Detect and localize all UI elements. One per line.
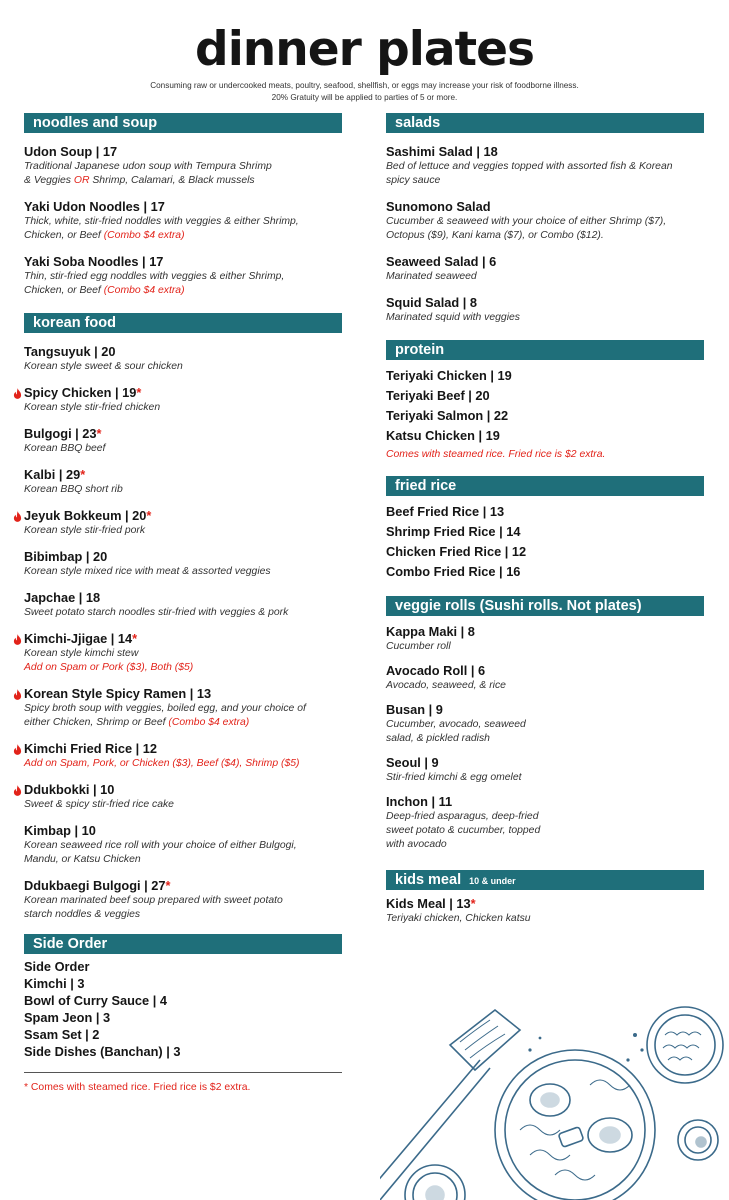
item-name: Avocado Roll | 6	[386, 663, 486, 678]
list-item: Beef Fried Rice | 13	[386, 504, 505, 519]
item-desc: Cucumber, avocado, seaweed salad, & pickled radish	[386, 719, 526, 744]
disclaimer-line-1: Consuming raw or undercooked meats, poultry, seafood, shellfish, or eggs may increase your risk of foodborne illness.	[150, 81, 579, 90]
small-bowl-icon	[647, 1007, 723, 1083]
list-item: Ssam Set | 2	[24, 1027, 100, 1042]
section-header-korean: korean food	[24, 313, 342, 333]
list-item: Teriyaki Salmon | 22	[386, 408, 509, 423]
menu-item	[24, 426, 342, 456]
list-item: Shrimp Fried Rice | 14	[386, 524, 521, 539]
list-item: Side Dishes (Banchan) | 3	[24, 1044, 181, 1059]
item-name: Kappa Maki | 8	[386, 624, 475, 639]
protein-note: Comes with steamed rice. Fried rice is $2 extra.	[386, 449, 606, 460]
menu-item	[24, 344, 342, 374]
menu-item	[386, 624, 704, 654]
item-name: Kids Meal | 13	[386, 896, 471, 911]
item-desc: Korean marinated beef soup prepared with sweet potato starch noddles & veggies	[24, 895, 283, 920]
list-item: Katsu Chicken | 19	[386, 428, 500, 443]
fried-rice-list	[386, 502, 704, 582]
menu-item	[386, 755, 704, 785]
rice-star: *	[165, 878, 171, 893]
section-header-salads: salads	[386, 113, 704, 133]
menu-item	[386, 254, 704, 284]
menu-item	[24, 823, 342, 867]
sauce-dish-icon	[678, 1120, 718, 1160]
section-header-noodles: noodles and soup	[24, 113, 342, 133]
item-name: Seaweed Salad | 6	[386, 254, 497, 269]
item-desc: Korean style sweet & sour chicken	[24, 361, 183, 372]
item-desc: Spicy broth soup with veggies, boiled egg, and your choice of either Chicken, Shrimp or Beef (Combo $4 extra)	[24, 703, 306, 728]
item-name: Sunomono Salad	[386, 199, 491, 214]
menu-item	[24, 590, 342, 620]
item-name: Kalbi | 29	[24, 467, 81, 482]
menu-item	[24, 254, 342, 298]
item-name: Seoul | 9	[386, 755, 439, 770]
item-name: Bulgogi | 23	[24, 426, 97, 441]
section-header-protein: protein	[386, 340, 704, 360]
item-desc: Korean style mixed rice with meat & assorted veggies	[24, 566, 271, 577]
item-desc: Marinated squid with veggies	[386, 312, 520, 323]
menu-item	[24, 878, 342, 922]
list-item: Teriyaki Chicken | 19	[386, 368, 512, 383]
spicy-flame-icon	[13, 785, 22, 796]
rice-star: *	[470, 896, 476, 911]
menu-item	[24, 741, 342, 771]
menu-item	[386, 702, 704, 746]
item-name: Japchae | 18	[24, 590, 101, 605]
item-name: Bibimbap | 20	[24, 549, 108, 564]
rice-star: *	[132, 631, 138, 646]
menu-item	[24, 631, 342, 675]
left-column	[24, 113, 342, 1093]
spicy-flame-icon	[13, 511, 22, 522]
menu-item	[24, 385, 342, 415]
item-name: Kimchi-Jjigae | 14	[24, 631, 133, 646]
food-illustration	[380, 990, 729, 1200]
item-name: Inchon | 11	[386, 794, 453, 809]
item-desc: Korean seaweed rice roll with your choice of either Bulgogi, Mandu, or Katsu Chicken	[24, 840, 297, 865]
item-addon: Add on Spam, Pork, or Chicken ($3), Beef ($4), Shrimp ($5)	[24, 758, 300, 769]
spicy-flame-icon	[13, 689, 22, 700]
section-header-veggie-rolls: veggie rolls (Sushi rolls. Not plates)	[386, 596, 704, 616]
menu-item	[386, 794, 704, 852]
spicy-flame-icon	[13, 388, 22, 399]
item-name: Udon Soup | 17	[24, 144, 118, 159]
item-desc: Korean style stir-fried pork	[24, 525, 146, 536]
item-desc: Korean BBQ beef	[24, 443, 106, 454]
item-desc: Cucumber roll	[386, 641, 451, 652]
menu-item	[386, 663, 704, 693]
item-name: Spicy Chicken | 19	[24, 385, 137, 400]
menu-item	[24, 144, 342, 188]
item-desc: Bed of lettuce and veggies topped with assorted fish & Korean spicy sauce	[386, 161, 673, 186]
kids-header-label: kids meal	[395, 872, 462, 888]
rice-star: *	[80, 467, 86, 482]
item-name: Busan | 9	[386, 702, 443, 717]
item-desc: Stir-fried kimchi & egg omelet	[386, 772, 522, 783]
list-item: Spam Jeon | 3	[24, 1010, 111, 1025]
item-name: Sashimi Salad | 18	[386, 144, 498, 159]
rice-star: *	[146, 508, 152, 523]
menu-item	[24, 549, 342, 579]
protein-list	[386, 366, 704, 462]
item-name: Ddukbaegi Bulgogi | 27	[24, 878, 166, 893]
item-name: Jeyuk Bokkeum | 20	[24, 508, 147, 523]
disclaimer-line-2: 20% Gratuity will be applied to parties of 5 or more.	[271, 93, 458, 102]
list-item: Bowl of Curry Sauce | 4	[24, 993, 167, 1008]
item-desc: Avocado, seaweed, & rice	[386, 680, 506, 691]
spicy-flame-icon	[13, 744, 22, 755]
menu-item	[386, 199, 704, 243]
item-desc: Teriyaki chicken, Chicken katsu	[386, 913, 531, 924]
item-name: Tangsuyuk | 20	[24, 344, 116, 359]
list-item: Chicken Fried Rice | 12	[386, 544, 527, 559]
menu-item	[24, 782, 342, 812]
rice-star: *	[136, 385, 142, 400]
item-desc: Sweet & spicy stir-fried rice cake	[24, 799, 174, 810]
menu-item	[386, 896, 704, 926]
item-name: Kimbap | 10	[24, 823, 96, 838]
item-desc: Korean BBQ short rib	[24, 484, 123, 495]
item-name: Yaki Udon Noodles | 17	[24, 199, 165, 214]
item-desc: Sweet potato starch noodles stir-fried with veggies & pork	[24, 607, 289, 618]
kids-age-note: 10 & under	[469, 876, 516, 886]
side-order-list	[24, 958, 342, 1060]
item-desc: Korean style stir-fried chicken	[24, 402, 161, 413]
disclaimer	[0, 80, 729, 104]
item-name: Ddukbokki | 10	[24, 782, 115, 797]
right-column	[386, 113, 704, 937]
spicy-flame-icon	[13, 634, 22, 645]
list-item: Teriyaki Beef | 20	[386, 388, 490, 403]
sushi-roll-icon	[405, 1165, 465, 1200]
item-addon: Add on Spam or Pork ($3), Both ($5)	[24, 662, 194, 673]
list-item: Kimchi | 3	[24, 976, 85, 991]
menu-item	[24, 467, 342, 497]
item-desc: Thick, white, stir-fried noddles with veggies & either Shrimp, Chicken, or Beef (Combo $4 extra)	[24, 216, 299, 241]
rice-star: *	[96, 426, 102, 441]
item-desc: Cucumber & seaweed with your choice of either Shrimp ($7), Octopus ($9), Kani kama ($7), or Combo ($12).	[386, 216, 667, 241]
list-item: Side Order	[24, 959, 90, 974]
menu-item	[24, 199, 342, 243]
menu-item	[24, 508, 342, 538]
item-desc: Thin, stir-fried egg noddles with veggies & either Shrimp, Chicken, or Beef (Combo $4 extra)	[24, 271, 285, 296]
list-item: Combo Fried Rice | 16	[386, 564, 521, 579]
rice-footnote: * Comes with steamed rice. Fried rice is $2 extra.	[24, 1082, 251, 1093]
divider	[24, 1072, 342, 1073]
menu-item	[24, 686, 342, 730]
item-name: Korean Style Spicy Ramen | 13	[24, 686, 212, 701]
section-header-fried-rice: fried rice	[386, 476, 704, 496]
item-desc: Traditional Japanese udon soup with Tempura Shrimp & Veggies OR Shrimp, Calamari, & Black mussels	[24, 161, 272, 186]
item-desc: Korean style kimchi stew	[24, 648, 139, 659]
menu-item	[386, 295, 704, 325]
menu-item	[386, 144, 704, 188]
page-title: dinner plates	[195, 22, 534, 77]
section-header-kids	[386, 870, 704, 890]
section-header-side: Side Order	[24, 934, 342, 954]
item-name: Kimchi Fried Rice | 12	[24, 741, 158, 756]
item-name: Yaki Soba Noodles | 17	[24, 254, 164, 269]
item-name: Squid Salad | 8	[386, 295, 478, 310]
item-desc: Marinated seaweed	[386, 271, 477, 282]
item-desc: Deep-fried asparagus, deep-fried sweet potato & cucumber, topped with avocado	[386, 811, 541, 850]
noodle-bowl-icon	[495, 1050, 655, 1200]
